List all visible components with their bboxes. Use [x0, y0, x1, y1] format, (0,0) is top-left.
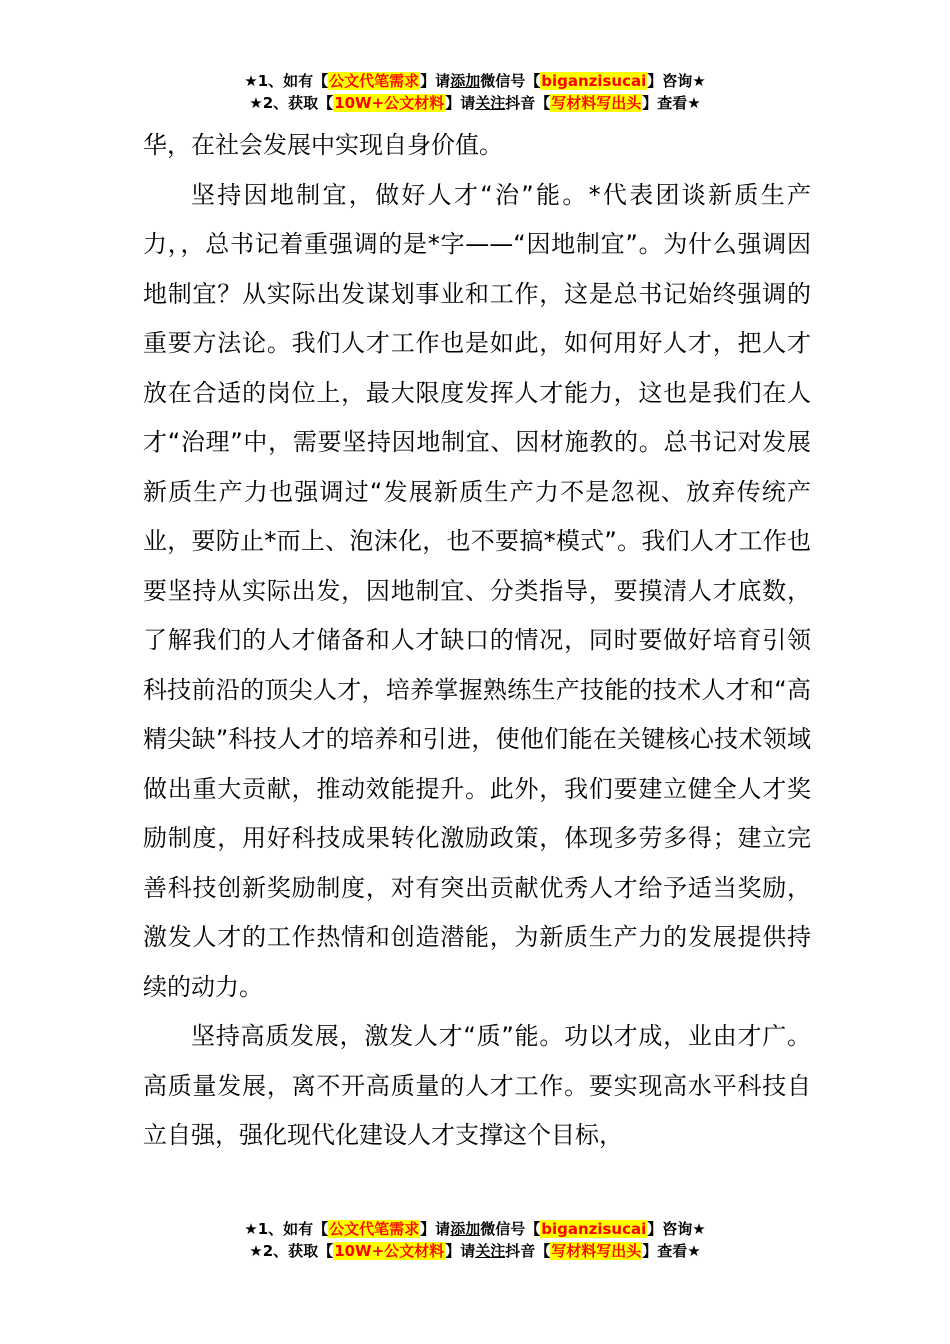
underlined-text: 关注	[475, 1242, 506, 1260]
highlight-wechat-id: biganzisucai	[541, 1220, 647, 1238]
highlight-materials: 10W+公文材料	[334, 1242, 445, 1260]
banner-line-1	[0, 70, 950, 92]
underlined-text: 添加	[450, 72, 481, 90]
banner-suffix: 】查看★	[642, 1242, 701, 1260]
banner-prefix: ★1、如有【	[244, 72, 329, 90]
banner-text: 微信号【	[480, 1220, 541, 1238]
paragraph-high-quality-development: 坚持高质发展，激发人才“质”能。功以才成，业由才广。高质量发展，离不开高质量的人才工作。要实现高水平科技自立自强，强化现代化建设人才支撑这个目标，	[143, 1022, 811, 1149]
banner-prefix: ★2、获取【	[249, 1242, 334, 1260]
banner-text: 抖音【	[505, 94, 551, 112]
highlight-wechat-id: biganzisucai	[541, 72, 647, 90]
banner-line-2	[0, 92, 950, 114]
banner-text: 】请	[420, 1220, 451, 1238]
paragraph-continuation: 华，在社会发展中实现自身价值。	[143, 131, 503, 159]
footer-banner	[0, 1218, 950, 1262]
banner-text: 】请	[445, 1242, 476, 1260]
banner-line-1	[0, 1218, 950, 1240]
banner-text: 】请	[445, 94, 476, 112]
banner-line-2	[0, 1240, 950, 1262]
document-body	[143, 121, 811, 1161]
highlight-materials: 10W+公文材料	[334, 94, 445, 112]
banner-text: 抖音【	[505, 1242, 551, 1260]
underlined-text: 关注	[475, 94, 506, 112]
highlight-service: 公文代笔需求	[329, 1220, 420, 1238]
banner-text: 微信号【	[480, 72, 541, 90]
highlight-service: 公文代笔需求	[329, 72, 420, 90]
underlined-text: 添加	[450, 1220, 481, 1238]
banner-suffix: 】咨询★	[647, 72, 706, 90]
banner-prefix: ★1、如有【	[244, 1220, 329, 1238]
paragraph-adapt-to-local-conditions: 坚持因地制宜，做好人才“治”能。*代表团谈新质生产力，，总书记着重强调的是*字——“因地制宜”。为什么强调因地制宜？从实际出发谋划事业和工作，这是总书记始终强调的重要方法论。我们人才工作也是如此，如何用好人才，把人才放在合适的岗位上，最大限度发挥人才能力，这也是我们在人才“治理”中，需要坚持因地制宜、因材施教的。总书记对发展新质生产力也强调过“发展新质生产力不是忽视、放弃传统产业，要防止*而上、泡沫化，也不要搞*模式”。我们人才工作也要坚持从实际出发，因地制宜、分类指导，要摸清人才底数，了解我们的人才储备和人才缺口的情况，同时要做好培育引领科技前沿的顶尖人才，培养掌握熟练生产技能的技术人才和“高精尖缺”科技人才的培养和引进，使他们能在关键核心技术领域做出重大贡献，推动效能提升。此外，我们要建立健全人才奖励制度，用好科技成果转化激励政策，体现多劳多得；建立完善科技创新奖励制度，对有突出贡献优秀人才给予适当奖励，激发人才的工作热情和创造潜能，为新质生产力的发展提供持续的动力。	[143, 180, 811, 1001]
banner-suffix: 】查看★	[642, 94, 701, 112]
banner-suffix: 】咨询★	[647, 1220, 706, 1238]
header-banner	[0, 70, 950, 114]
banner-prefix: ★2、获取【	[249, 94, 334, 112]
banner-text: 】请	[420, 72, 451, 90]
highlight-douyin-account: 写材料写出头	[551, 94, 642, 112]
highlight-douyin-account: 写材料写出头	[551, 1242, 642, 1260]
